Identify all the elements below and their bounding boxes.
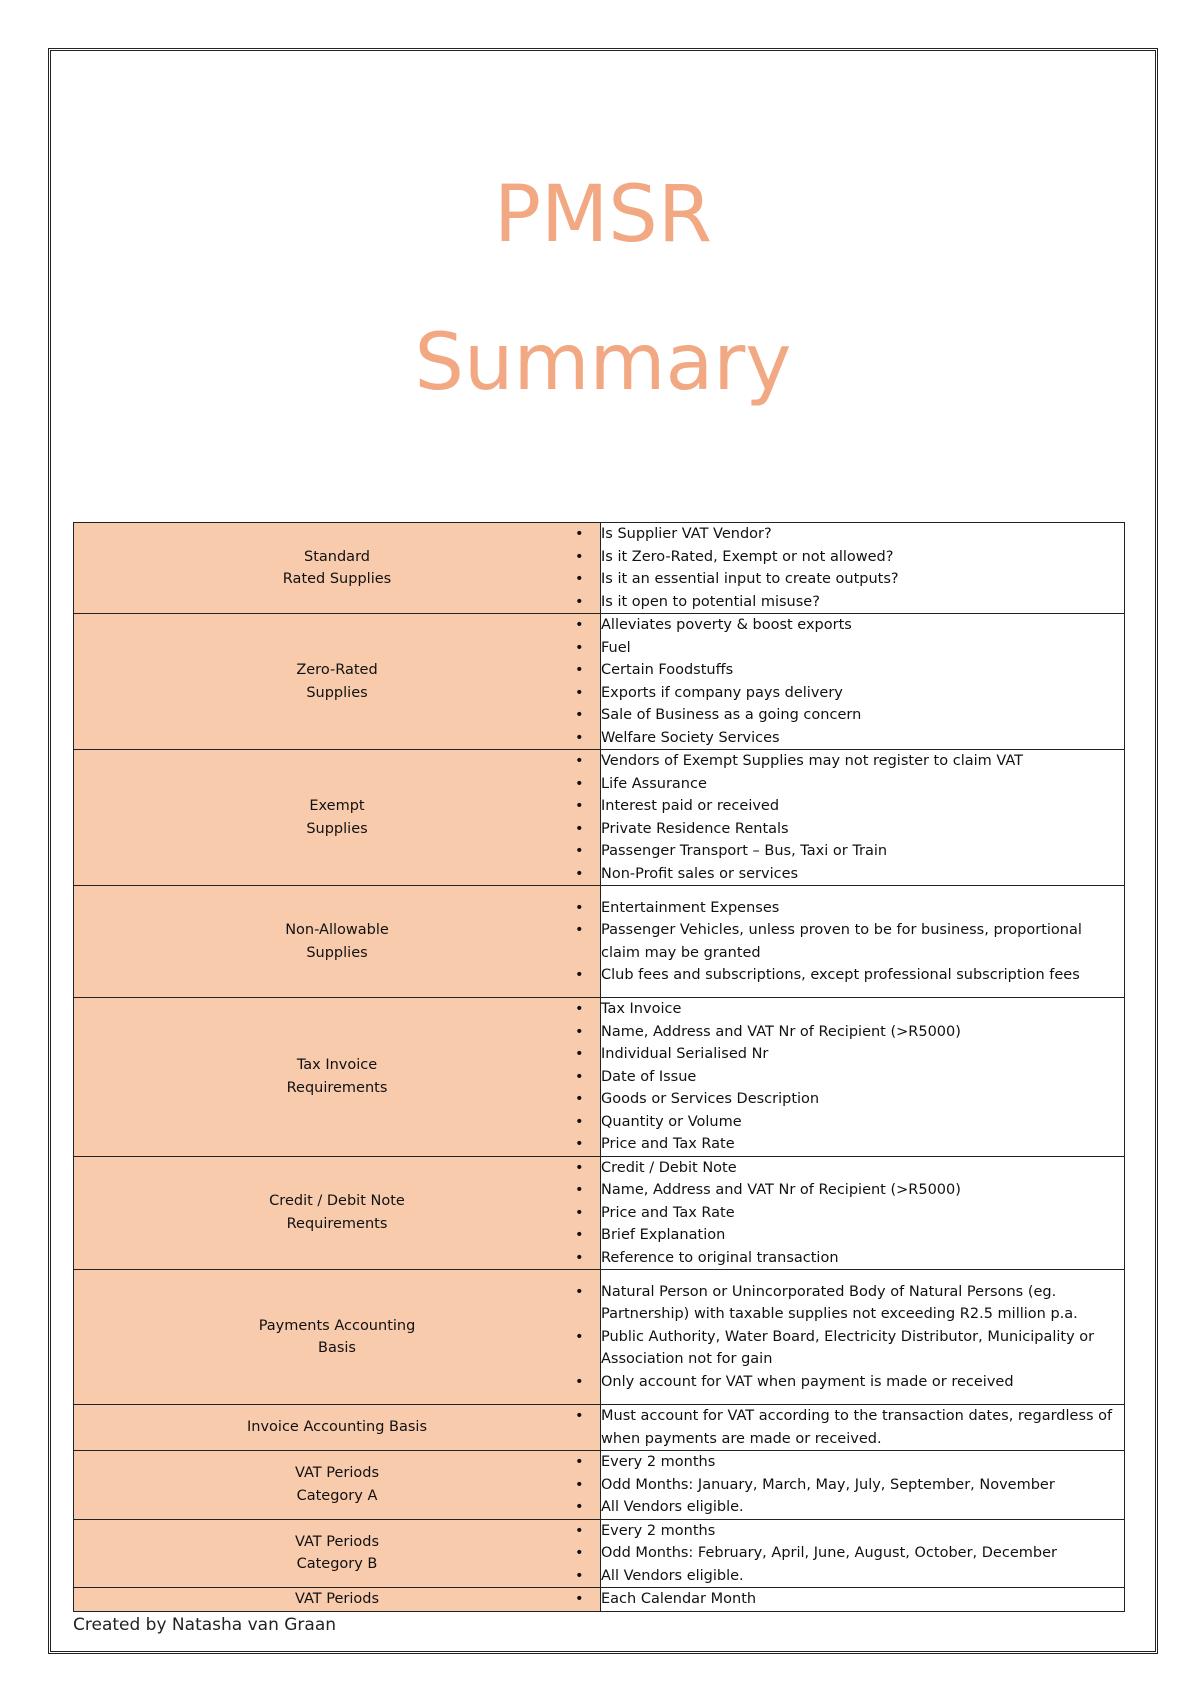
row-items: [601, 750, 1125, 886]
category-label: Standard: [304, 548, 370, 565]
list-item: • Entertainment Expenses: [601, 897, 1124, 920]
list-item: • Public Authority, Water Board, Electricity Distributor, Municipality or Association not for gain: [601, 1326, 1124, 1371]
row-category: [74, 1451, 601, 1520]
list-item: • Goods or Services Description: [601, 1088, 1124, 1111]
list-item: • Name, Address and VAT Nr of Recipient (>R5000): [601, 1021, 1124, 1044]
row-items: [601, 614, 1125, 750]
row-items: [601, 1451, 1125, 1520]
bullet-list: [601, 998, 1124, 1156]
category-label: Zero-Rated: [296, 662, 378, 678]
list-item: • Each Calendar Month: [601, 1588, 1124, 1611]
row-items: [601, 998, 1125, 1157]
category-label: Category A: [296, 1487, 378, 1504]
category-label: Rated Supplies: [282, 571, 392, 587]
table-row: [74, 1270, 1125, 1405]
category-label: Tax Invoice: [296, 1057, 378, 1074]
row-category: [74, 1588, 601, 1612]
list-item: • Club fees and subscriptions, except professional subscription fees: [601, 964, 1124, 987]
list-item: • Brief Explanation: [601, 1224, 1124, 1247]
list-item: • Credit / Debit Note: [601, 1157, 1124, 1180]
row-items: [601, 523, 1125, 614]
bullet-list: [601, 1520, 1124, 1588]
list-item: • Tax Invoice: [601, 998, 1124, 1021]
category-label: Credit / Debit Note: [269, 1193, 405, 1210]
list-item: • Price and Tax Rate: [601, 1202, 1124, 1225]
list-item: • Passenger Vehicles, unless proven to be for business, proportional claim may be granted: [601, 919, 1124, 964]
category-label: Requirements: [286, 1079, 388, 1096]
list-item: • Interest paid or received: [601, 795, 1124, 818]
footer-credit: Created by Natasha van Graan: [73, 1615, 337, 1635]
list-item: • All Vendors eligible.: [601, 1565, 1124, 1588]
table-row: [74, 886, 1125, 998]
list-item: • Must account for VAT according to the transaction dates, regardless of when payments are made or received.: [601, 1405, 1124, 1450]
list-item: • Vendors of Exempt Supplies may not register to claim VAT: [601, 750, 1124, 773]
bullet-list: [601, 1588, 1124, 1611]
category-label: Basis: [318, 1340, 356, 1356]
row-category: [74, 886, 601, 998]
category-label: Invoice Accounting Basis: [247, 1419, 427, 1436]
table-row: [74, 523, 1125, 614]
table-row: [74, 1451, 1125, 1520]
table-row: [74, 1405, 1125, 1451]
row-category: [74, 614, 601, 750]
category-label: Supplies: [306, 684, 368, 701]
category-label: VAT Periods: [294, 1533, 380, 1550]
list-item: • Date of Issue: [601, 1066, 1124, 1089]
row-category: [74, 1519, 601, 1588]
row-category: [74, 1270, 601, 1405]
list-item: • Reference to original transaction: [601, 1247, 1124, 1270]
row-category: [74, 998, 601, 1157]
summary-table: [73, 522, 1125, 1612]
table-row: [74, 1588, 1125, 1612]
row-items: [601, 1270, 1125, 1405]
list-item: • Passenger Transport – Bus, Taxi or Train: [601, 840, 1124, 863]
row-items: [601, 1156, 1125, 1270]
list-item: • Is it open to potential misuse?: [601, 591, 1124, 614]
page-subtitle: Summary: [414, 318, 792, 408]
list-item: • Welfare Society Services: [601, 727, 1124, 750]
list-item: • Fuel: [601, 637, 1124, 660]
row-category: [74, 1156, 601, 1270]
category-label: Exempt: [309, 798, 365, 814]
list-item: • Alleviates poverty & boost exports: [601, 614, 1124, 637]
table-row: [74, 1519, 1125, 1588]
list-item: • Name, Address and VAT Nr of Recipient (>R5000): [601, 1179, 1124, 1202]
list-item: • Natural Person or Unincorporated Body of Natural Persons (eg. Partnership) with taxable supplies not exceeding R2.5 million p.a.: [601, 1281, 1124, 1326]
category-label: Supplies: [306, 944, 368, 961]
list-item: • Is Supplier VAT Vendor?: [601, 523, 1124, 546]
list-item: • All Vendors eligible.: [601, 1496, 1124, 1519]
list-item: • Only account for VAT when payment is made or received: [601, 1371, 1124, 1394]
category-label: Payments Accounting: [258, 1317, 416, 1334]
list-item: • Quantity or Volume: [601, 1111, 1124, 1134]
list-item: • Odd Months: January, March, May, July, September, November: [601, 1474, 1124, 1497]
row-category: [74, 750, 601, 886]
category-label: Category B: [296, 1556, 378, 1573]
row-category: [74, 1405, 601, 1451]
row-items: [601, 1519, 1125, 1588]
list-item: • Price and Tax Rate: [601, 1133, 1124, 1156]
category-label: Requirements: [286, 1215, 388, 1232]
table-row: [74, 750, 1125, 886]
bullet-list: [601, 750, 1124, 885]
row-items: [601, 1405, 1125, 1451]
list-item: • Every 2 months: [601, 1451, 1124, 1474]
bullet-list: [601, 614, 1124, 749]
row-items: [601, 886, 1125, 998]
row-items: [601, 1588, 1125, 1612]
list-item: • Is it Zero-Rated, Exempt or not allowed?: [601, 546, 1124, 569]
table-row: [74, 1156, 1125, 1270]
bullet-list: [601, 1157, 1124, 1270]
bullet-list: [601, 1281, 1124, 1394]
list-item: • Is it an essential input to create outputs?: [601, 568, 1124, 591]
table-row: [74, 614, 1125, 750]
list-item: • Odd Months: February, April, June, August, October, December: [601, 1542, 1124, 1565]
table-row: [74, 998, 1125, 1157]
bullet-list: [601, 1405, 1124, 1450]
bullet-list: [601, 897, 1124, 987]
list-item: • Individual Serialised Nr: [601, 1043, 1124, 1066]
list-item: • Sale of Business as a going concern: [601, 704, 1124, 727]
category-label: Non-Allowable: [285, 922, 389, 938]
bullet-list: [601, 1451, 1124, 1519]
list-item: • Every 2 months: [601, 1520, 1124, 1543]
category-label: VAT Periods: [294, 1591, 380, 1607]
list-item: • Exports if company pays delivery: [601, 682, 1124, 705]
category-label: VAT Periods: [294, 1465, 380, 1482]
list-item: • Non-Profit sales or services: [601, 863, 1124, 886]
row-category: [74, 523, 601, 614]
category-label: Supplies: [306, 820, 368, 837]
list-item: • Certain Foodstuffs: [601, 659, 1124, 682]
page-title: PMSR: [493, 170, 713, 260]
list-item: • Private Residence Rentals: [601, 818, 1124, 841]
list-item: • Life Assurance: [601, 773, 1124, 796]
bullet-list: [601, 523, 1124, 613]
